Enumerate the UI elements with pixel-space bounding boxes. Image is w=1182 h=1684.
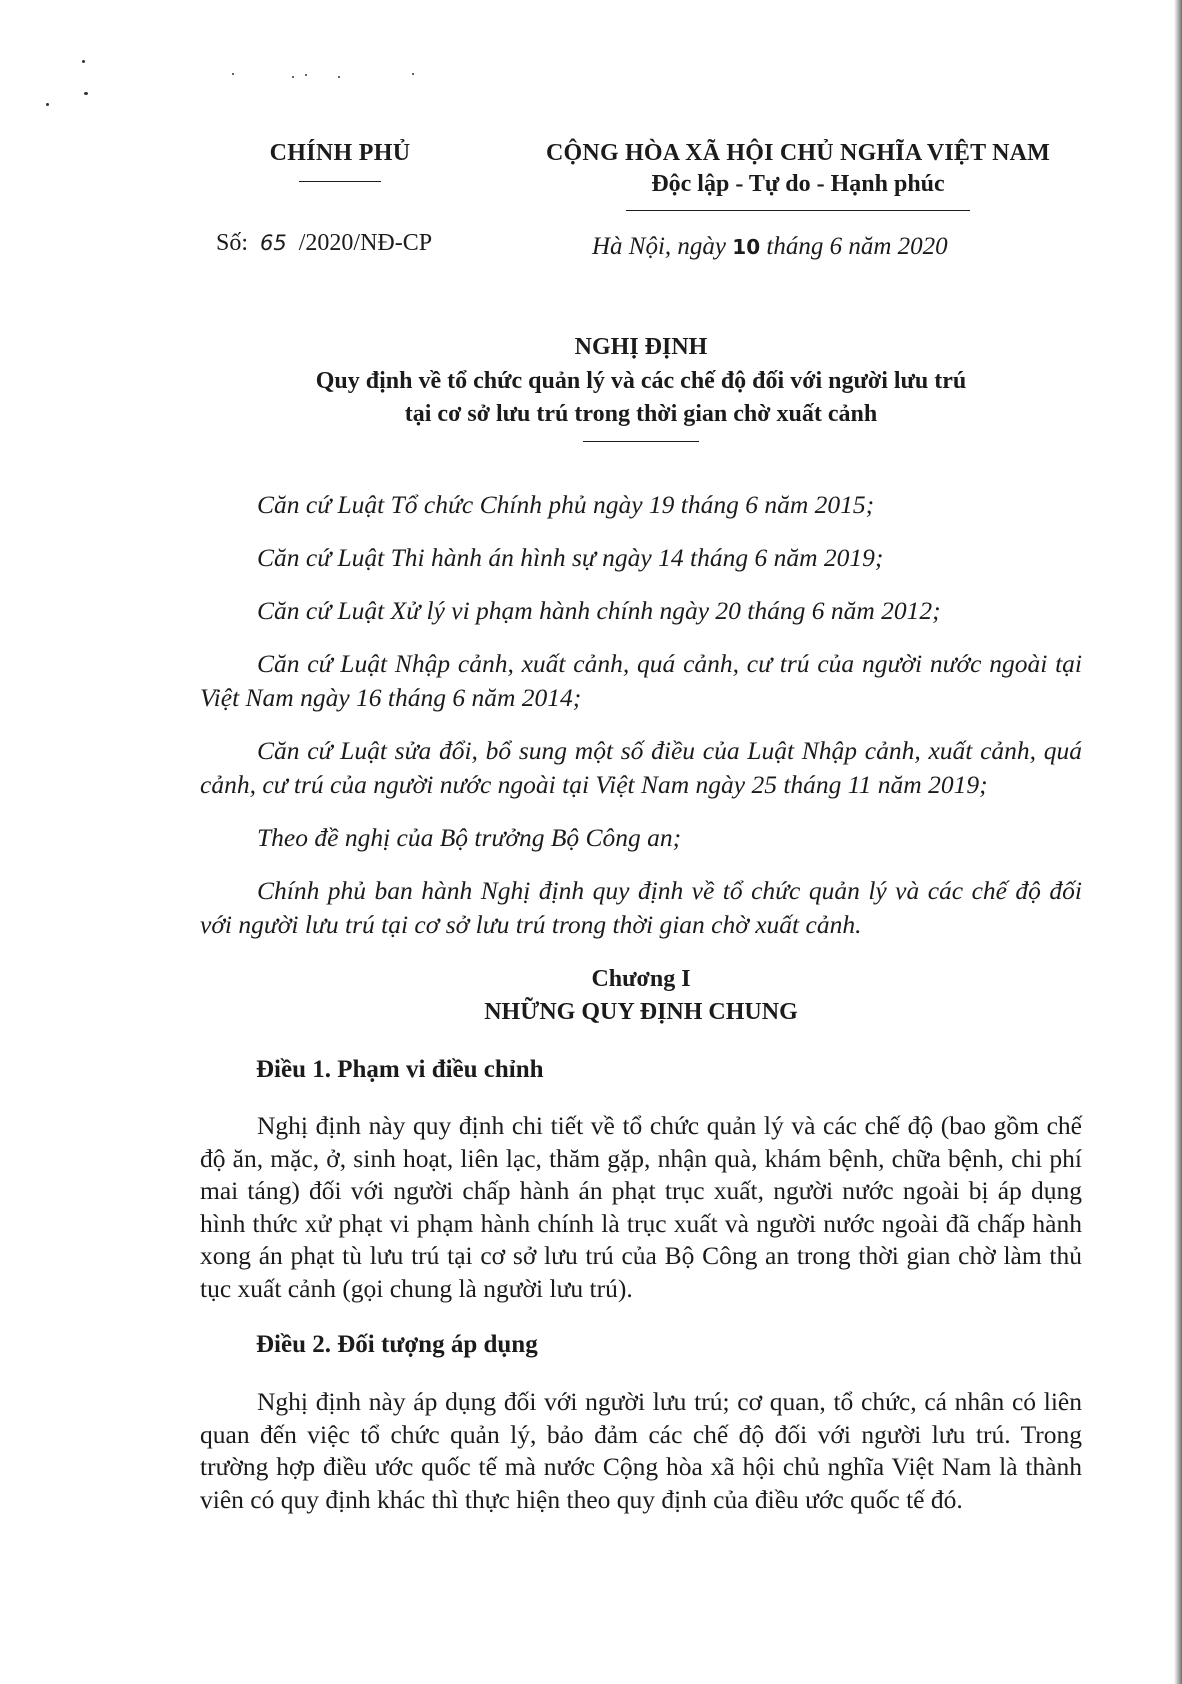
- handwritten-day: 10: [732, 235, 761, 259]
- country-name: CỘNG HÒA XÃ HỘI CHỦ NGHĨA VIỆT NAM: [546, 140, 1050, 166]
- article-2-title: Điều 2. Đối tượng áp dụng: [256, 1331, 538, 1358]
- issuing-agency: CHÍNH PHỦ: [269, 140, 411, 166]
- article-1-body: [200, 1110, 1082, 1305]
- legal-basis-item: Căn cứ Luật Thi hành án hình sự ngày 14 tháng 6 năm 2019;: [257, 543, 884, 572]
- legal-basis-item: Căn cứ Luật Tổ chức Chính phủ ngày 19 tháng 6 năm 2015;: [257, 490, 875, 519]
- scan-edge-shadow: [1174, 0, 1182, 1684]
- scan-speck: [232, 73, 234, 75]
- legal-basis-item: Căn cứ Luật Nhập cảnh, xuất cảnh, quá cảnh, cư trú của người nước ngoài tại Việt Nam ngày 16 tháng 6 năm 2014;: [200, 649, 1082, 712]
- document-date: [592, 233, 948, 261]
- promulgation-statement: Chính phủ ban hành Nghị định quy định về tổ chức quản lý và các chế độ đối với người lưu trú tại cơ sở lưu trú trong thời gian chờ xuất cảnh.: [200, 876, 1082, 939]
- scan-speck: [412, 73, 414, 75]
- date-prefix: Hà Nội, ngày: [592, 233, 727, 260]
- document-type: NGHỊ ĐỊNH: [574, 334, 708, 360]
- title-line-2: tại cơ sở lưu trú trong thời gian chờ xuất cảnh: [404, 401, 878, 427]
- scan-speck: [305, 74, 307, 76]
- handwritten-number: 65: [260, 231, 287, 255]
- legal-basis-item: Căn cứ Luật Xử lý vi phạm hành chính ngày 20 tháng 6 năm 2012;: [257, 596, 941, 625]
- scan-speck: [82, 60, 85, 63]
- number-suffix: /2020/NĐ-CP: [298, 230, 433, 256]
- chapter-title: NHỮNG QUY ĐỊNH CHUNG: [484, 999, 798, 1025]
- chapter-heading: [200, 966, 1082, 1026]
- decree-title-block: [200, 334, 1082, 442]
- title-underline: [583, 441, 699, 442]
- date-suffix: tháng 6 năm 2020: [766, 233, 948, 260]
- article-1-paragraph: Nghị định này quy định chi tiết về tổ chức quản lý và các chế độ (bao gồm chế độ ăn, mặc, ở, sinh hoạt, liên lạc, thăm gặp, nhận quà, khám bệnh, chữa bệnh, chi phí mai táng) đối với người chấp hành án phạt trục xuất, người nước ngoài bị áp dụng hình thức xử phạt vi phạm hành chính là trục xuất và người nước ngoài đã chấp hành xong án phạt tù lưu trú tại cơ sở lưu trú của Bộ Công an trong thời gian chờ làm thủ tục xuất cảnh (gọi chung là người lưu trú).: [200, 1111, 1082, 1303]
- legal-bases: [200, 488, 1082, 961]
- title-line-1: Quy định về tổ chức quản lý và các chế độ đối với người lưu trú: [315, 368, 967, 394]
- article-1-title: Điều 1. Phạm vi điều chỉnh: [256, 1056, 544, 1083]
- legal-basis-item: Căn cứ Luật sửa đổi, bổ sung một số điều của Luật Nhập cảnh, xuất cảnh, quá cảnh, cư trú của người nước ngoài tại Việt Nam ngày 25 tháng 11 năm 2019;: [200, 736, 1082, 799]
- national-title-block: [498, 140, 1098, 211]
- scan-speck: [338, 76, 340, 78]
- legal-basis-item: Theo đề nghị của Bộ trưởng Bộ Công an;: [257, 823, 682, 852]
- document-number: [216, 230, 432, 257]
- issuing-agency-block: [230, 140, 450, 182]
- agency-underline: [299, 181, 381, 182]
- article-2-paragraph: Nghị định này áp dụng đối với người lưu trú; cơ quan, tổ chức, cá nhân có liên quan đến việc tổ chức quản lý, bảo đảm các chế độ đối với người lưu trú. Trong trường hợp điều ước quốc tế mà nước Cộng hòa xã hội chủ nghĩa Việt Nam là thành viên có quy định khác thì thực hiện theo quy định của điều ước quốc tế đó.: [200, 1387, 1082, 1514]
- chapter-label: Chương I: [591, 966, 691, 992]
- scan-speck: [46, 103, 49, 106]
- motto-underline: [626, 210, 970, 211]
- scan-speck: [84, 92, 88, 95]
- national-motto: Độc lập - Tự do - Hạnh phúc: [651, 171, 945, 197]
- scan-speck: [292, 76, 294, 78]
- number-prefix: Số:: [216, 230, 249, 256]
- article-2-body: [200, 1386, 1082, 1516]
